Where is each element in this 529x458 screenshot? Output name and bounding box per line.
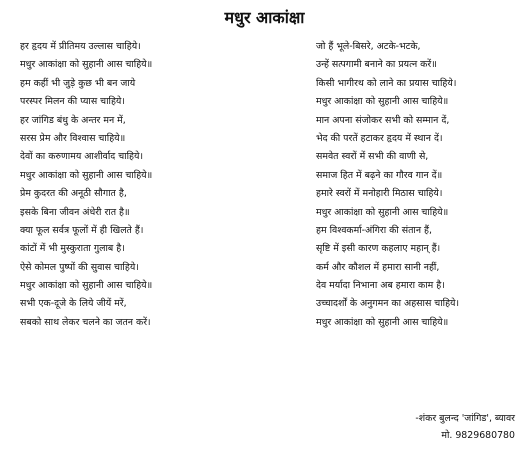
poem-line: कांटों में भी मुस्कुराता गुलाब है।	[20, 243, 125, 255]
poem-line: समवेत स्वरों में सभी की वाणी से,	[316, 151, 429, 163]
poem-line: इसके बिना जीवन अंधेरी रात है॥	[20, 206, 130, 218]
poem-title: मधुर आकांक्षा	[224, 8, 305, 27]
poem-line: हम कहीं भी जुड़े कुछ भी बन जाये	[20, 77, 136, 89]
poem-line: मधुर आकांक्षा को सुहानी आस चाहिये॥	[20, 59, 153, 71]
author-signature-block	[415, 410, 515, 444]
poem-line: मधुर आकांक्षा को सुहानी आस चाहिये॥	[316, 206, 449, 218]
poem-line: उच्चादर्शों के अनुगमन का अहसास चाहिये।	[316, 298, 460, 310]
author-name: -शंकर बुलन्द 'जांगिड', ब्यावर	[415, 413, 515, 424]
poem-line: क्या फूल सर्वत्र फूलों में ही खिलते हैं।	[20, 224, 144, 236]
poem-line: मधुर आकांक्षा को सुहानी आस चाहिये॥	[20, 280, 153, 292]
poem-line: मधुर आकांक्षा को सुहानी आस चाहिये॥	[316, 316, 449, 328]
poem-line: किसी भागीरथ को लाने का प्रयास चाहिये।	[316, 77, 457, 89]
poem-left-column	[20, 38, 280, 332]
poem-line: हर जांगिड बंधु के अन्तर मन में,	[20, 114, 126, 126]
poem-line: परस्पर मिलन की प्यास चाहिये।	[20, 96, 125, 108]
poem-line: सृष्टि में इसी कारण कहलाए महान् हैं।	[316, 243, 441, 255]
author-phone: मो. 9829680780	[441, 430, 515, 441]
poem-line: हम विश्वकर्मा-अंगिरा की संतान हैं,	[316, 224, 432, 236]
poem-line: ऐसे कोमल पुष्पों की सुवास चाहिये।	[20, 261, 139, 273]
poem-line: सरस प्रेम और विश्वास चाहिये॥	[20, 132, 126, 144]
poem-line: देव मर्यादा निभाना अब हमारा काम है।	[316, 280, 445, 292]
poem-line: मधुर आकांक्षा को सुहानी आस चाहिये॥	[316, 96, 449, 108]
poem-line: भेद की परतें हटाकर हृदय में स्थान दें।	[316, 132, 443, 144]
poem-line: हर हृदय में प्रीतिमय उल्लास चाहिये।	[20, 41, 141, 52]
poem-line: कर्म और कौशल में हमारा सानी नहीं,	[316, 261, 440, 273]
poem-line: उन्हें सत्पगामी बनाने का प्रयत्न करें॥	[316, 59, 437, 71]
poem-line: जो हैं भूले-बिसरे, अटके-भटके,	[316, 41, 421, 52]
poem-line: प्रेम कुदरत की अनूठी सौगात है,	[20, 188, 127, 200]
poem-line: मधुर आकांक्षा को सुहानी आस चाहिये॥	[20, 169, 153, 181]
poem-right-column	[316, 38, 526, 332]
poem-line: सबको साथ लेकर चलने का जतन करें।	[20, 316, 151, 328]
poem-line: समाज हित में बढ़ने का गौरव गान दें॥	[316, 169, 443, 181]
poem-line: सभी एक-दूजे के लिये जीयें मरें,	[20, 298, 127, 310]
poem-line: मान अपना संजोकर सभी को सम्मान दें,	[316, 114, 450, 126]
poem-line: देवों का करुणामय आशीर्वाद चाहिये।	[20, 151, 144, 163]
poem-line: हमारे स्वरों में मनोहारी मिठास चाहिये।	[316, 188, 443, 200]
